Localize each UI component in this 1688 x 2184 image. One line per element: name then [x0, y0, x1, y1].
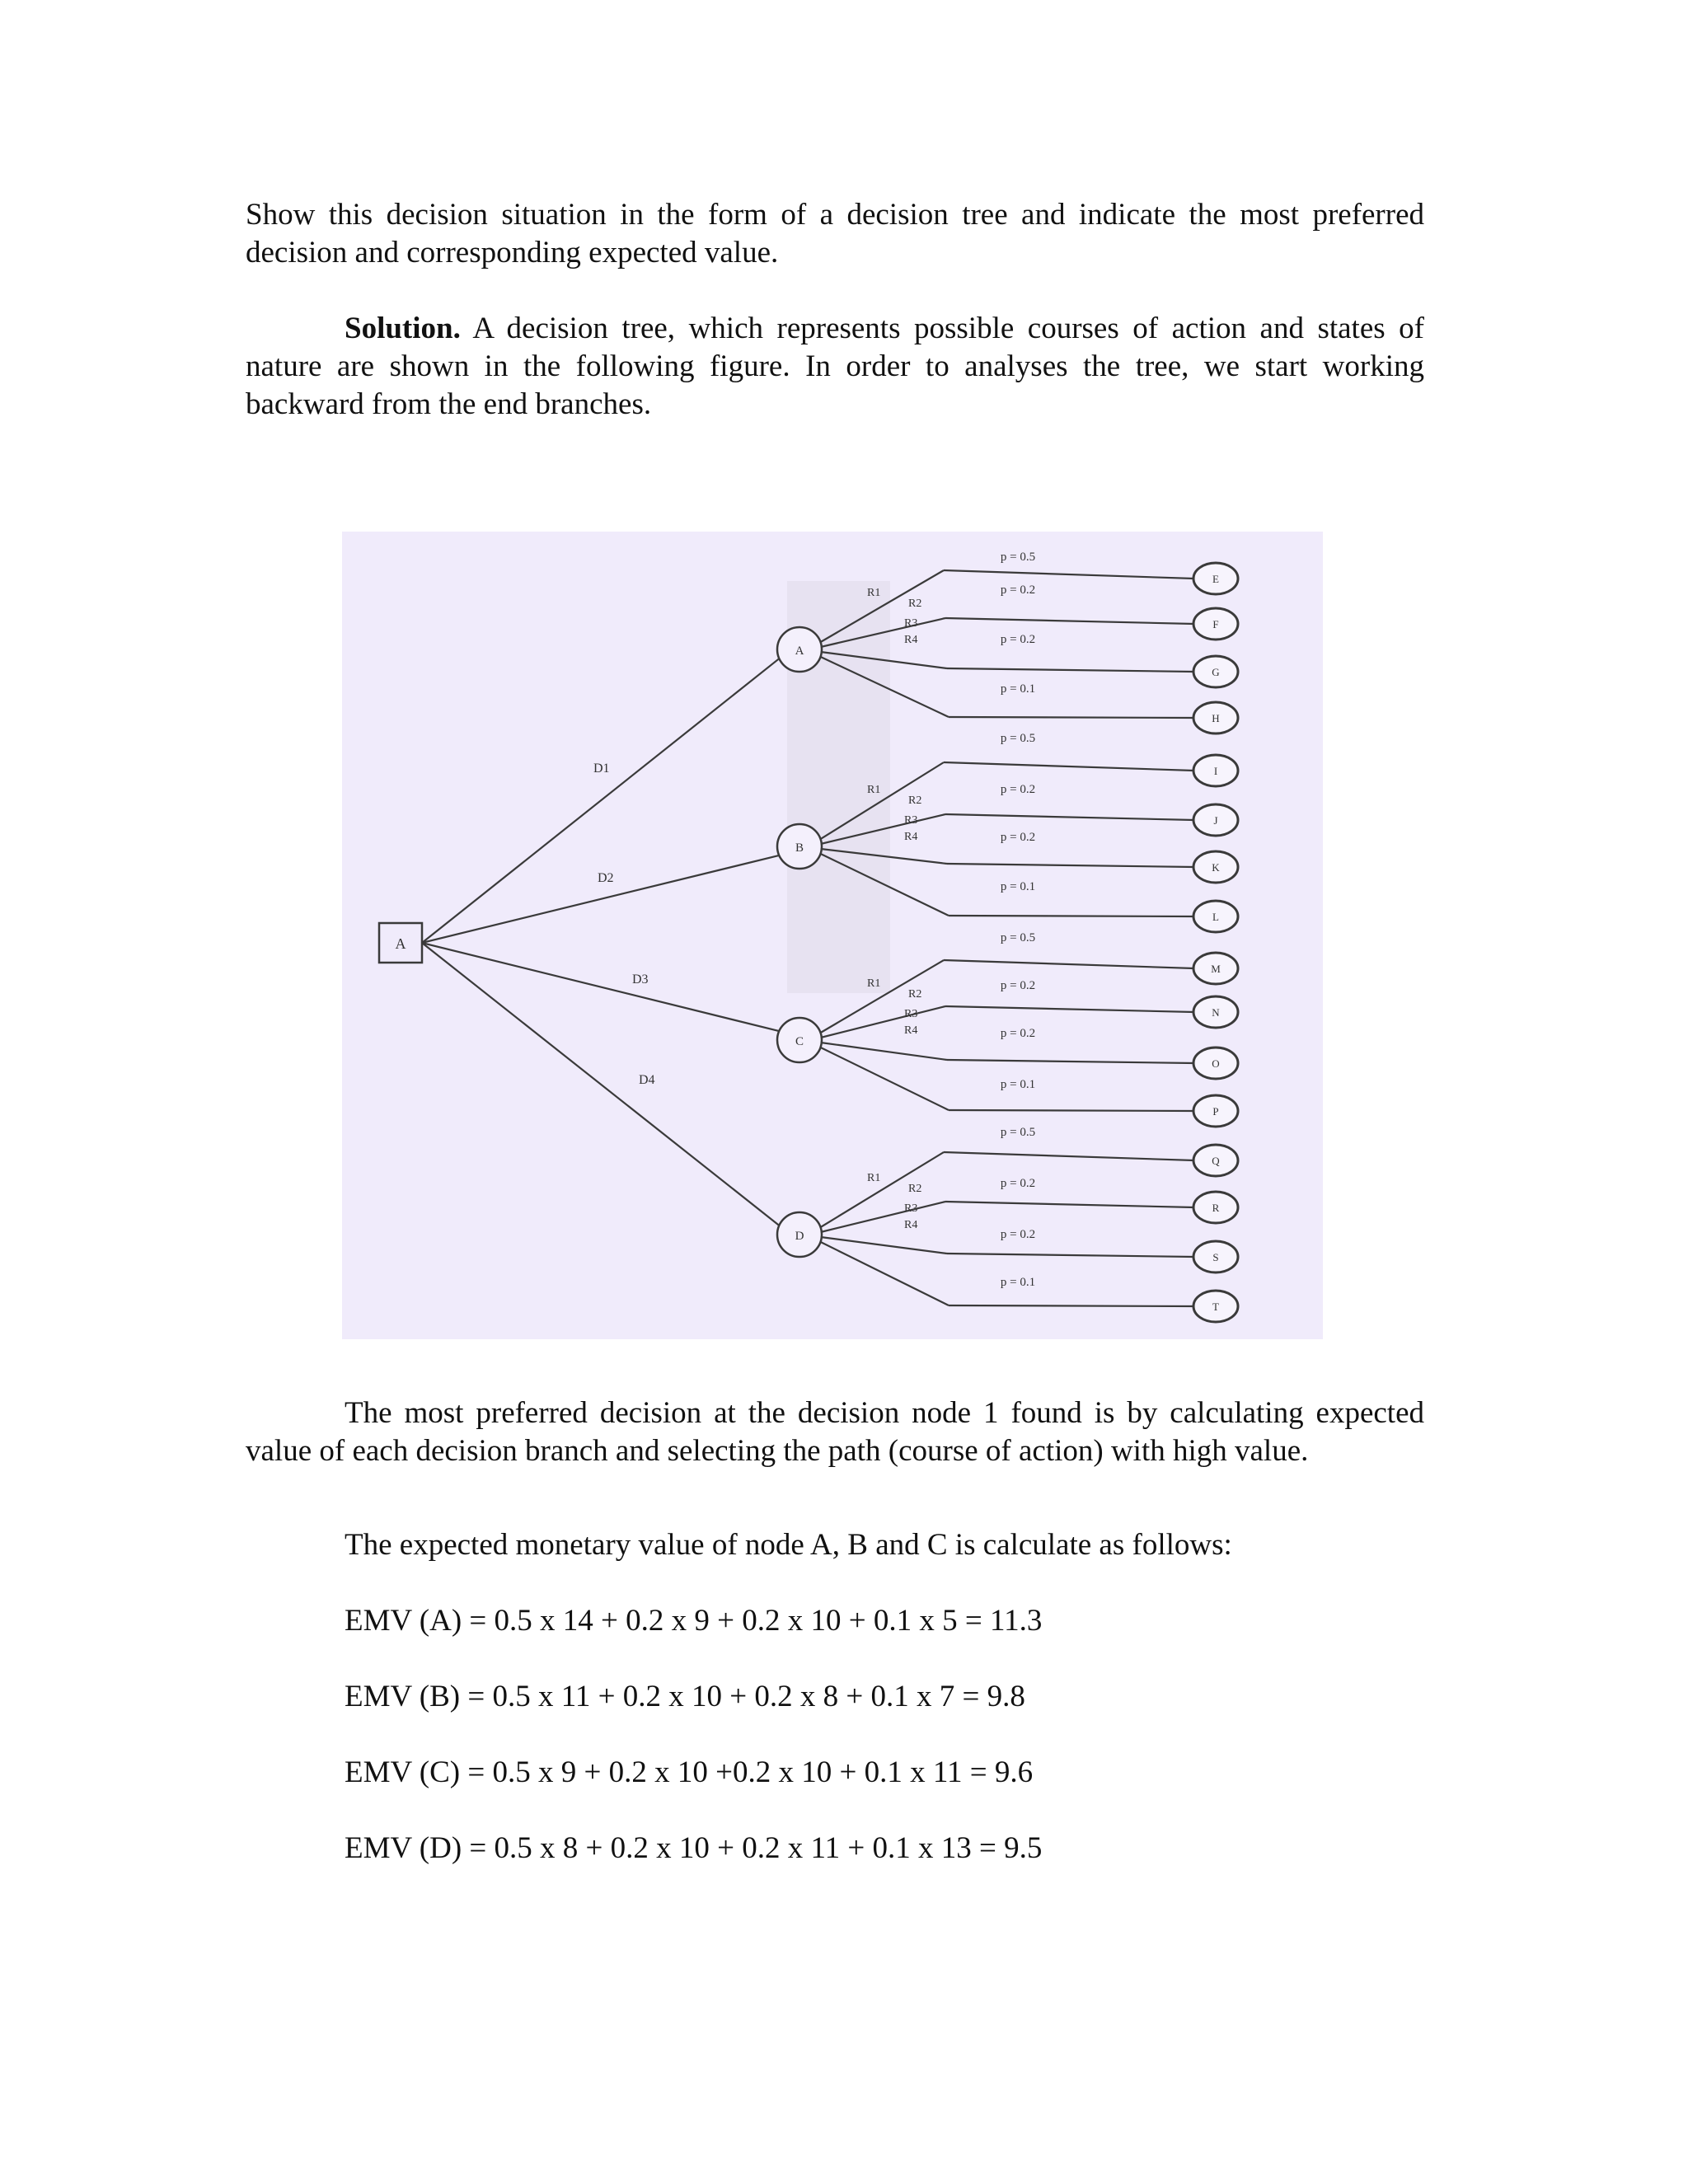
probability-label-D-1: p = 0.5 — [1000, 1126, 1036, 1139]
outcome-branch-A-2 — [821, 618, 945, 647]
outcome-label-C-2: R2 — [908, 988, 922, 1001]
probability-label-D-2: p = 0.2 — [1000, 1177, 1036, 1190]
root-node-label: A — [395, 935, 406, 952]
outcome-branch-B-4 — [821, 854, 949, 916]
equation-emv-a: EMV (A) = 0.5 x 14 + 0.2 x 9 + 0.2 x 10 + 0.1 x 5 = 11.3 — [345, 1604, 1043, 1638]
probability-label-A-3: p = 0.2 — [1000, 633, 1036, 646]
probability-label-A-2: p = 0.2 — [1000, 583, 1036, 597]
outcome-label-B-3: R3 — [904, 814, 918, 827]
outcome-branch-B-1 — [821, 762, 944, 839]
terminal-label-N: N — [1212, 1006, 1220, 1019]
decision-branch-4 — [422, 943, 780, 1226]
decision-branch-3 — [422, 943, 780, 1031]
outcome-label-B-4: R4 — [904, 831, 918, 843]
probability-label-B-4: p = 0.1 — [1000, 880, 1036, 893]
solution-heading: Solution. — [345, 312, 461, 345]
outcome-label-A-3: R3 — [904, 617, 918, 630]
outcome-label-D-2: R2 — [908, 1183, 922, 1195]
outcome-label-C-3: R3 — [904, 1008, 918, 1020]
probability-label-D-4: p = 0.1 — [1000, 1276, 1036, 1289]
outcome-line-B-2 — [945, 814, 1194, 820]
outcome-branch-A-1 — [821, 570, 944, 642]
outcome-label-B-2: R2 — [908, 794, 922, 807]
probability-label-A-4: p = 0.1 — [1000, 682, 1036, 696]
probability-label-C-4: p = 0.1 — [1000, 1078, 1036, 1091]
probability-label-A-1: p = 0.5 — [1000, 551, 1036, 564]
decision-branch-1 — [422, 658, 780, 943]
terminal-label-O: O — [1212, 1057, 1220, 1070]
outcome-line-C-1 — [944, 960, 1194, 968]
terminal-label-H: H — [1212, 712, 1220, 724]
terminal-label-I: I — [1213, 765, 1218, 777]
probability-label-B-3: p = 0.2 — [1000, 831, 1036, 844]
outcome-label-D-1: R1 — [867, 1172, 881, 1184]
outcome-line-D-2 — [945, 1202, 1194, 1207]
terminal-label-R: R — [1212, 1202, 1220, 1214]
chance-node-label-A: A — [795, 644, 804, 658]
outcome-label-B-1: R1 — [867, 784, 881, 796]
outcome-line-A-4 — [949, 717, 1194, 718]
probability-label-B-1: p = 0.5 — [1000, 732, 1036, 745]
outcome-branch-B-2 — [821, 814, 945, 844]
outcome-branch-B-3 — [821, 849, 947, 864]
terminal-label-E: E — [1212, 573, 1219, 585]
terminal-label-S: S — [1212, 1251, 1219, 1263]
equation-emv-d: EMV (D) = 0.5 x 8 + 0.2 x 10 + 0.2 x 11 + 0.1 x 13 = 9.5 — [345, 1831, 1043, 1865]
chance-node-label-D: D — [795, 1230, 804, 1243]
terminal-label-M: M — [1211, 963, 1221, 975]
terminal-label-Q: Q — [1212, 1155, 1220, 1167]
outcome-line-D-1 — [944, 1152, 1194, 1160]
decision-tree-svg — [342, 532, 1323, 1339]
terminal-label-T: T — [1212, 1301, 1219, 1313]
outcome-line-B-3 — [947, 864, 1194, 867]
probability-label-C-3: p = 0.2 — [1000, 1027, 1036, 1040]
outcome-line-D-4 — [949, 1305, 1194, 1306]
decision-label-4: D4 — [639, 1073, 655, 1087]
solution-paragraph — [246, 310, 1424, 424]
emv-intro: The expected monetary value of node A, B and C is calculate as follows: — [345, 1528, 1232, 1562]
solution-text: A decision tree, which represents possible courses of action and states of nature are shown in the following figure. In order to analyses the tree, we start working backward from the end branches. — [246, 312, 1424, 421]
equation-emv-c: EMV (C) = 0.5 x 9 + 0.2 x 10 +0.2 x 10 + 0.1 x 11 = 9.6 — [345, 1755, 1034, 1789]
terminal-label-J: J — [1213, 814, 1218, 827]
conclusion-paragraph: The most preferred decision at the decision node 1 found is by calculating expected value of each decision branch and selecting the path (course of action) with high value. — [246, 1396, 1424, 1468]
terminal-label-F: F — [1212, 618, 1219, 630]
decision-label-1: D1 — [593, 762, 610, 776]
outcome-line-C-2 — [945, 1006, 1194, 1012]
outcome-label-A-2: R2 — [908, 598, 922, 610]
outcome-label-D-3: R3 — [904, 1202, 918, 1215]
probability-label-D-3: p = 0.2 — [1000, 1228, 1036, 1241]
outcome-label-C-4: R4 — [904, 1024, 918, 1037]
outcome-branch-D-2 — [821, 1202, 945, 1232]
equation-emv-b: EMV (B) = 0.5 x 11 + 0.2 x 10 + 0.2 x 8 + 0.1 x 7 = 9.8 — [345, 1680, 1025, 1713]
probability-label-C-2: p = 0.2 — [1000, 979, 1036, 992]
chance-node-label-C: C — [795, 1035, 804, 1048]
outcome-line-D-3 — [947, 1254, 1194, 1257]
outcome-branch-D-1 — [821, 1152, 944, 1227]
terminal-label-G: G — [1212, 666, 1220, 678]
probability-label-B-2: p = 0.2 — [1000, 783, 1036, 796]
outcome-label-D-4: R4 — [904, 1219, 918, 1231]
decision-tree-figure — [342, 532, 1323, 1339]
outcome-label-A-4: R4 — [904, 634, 918, 646]
outcome-line-A-3 — [947, 668, 1194, 672]
decision-label-2: D2 — [598, 871, 614, 885]
terminal-label-K: K — [1212, 861, 1220, 874]
terminal-label-L: L — [1212, 911, 1219, 923]
outcome-label-A-1: R1 — [867, 587, 881, 599]
outcome-line-C-4 — [949, 1110, 1194, 1111]
outcome-line-A-2 — [945, 618, 1194, 624]
decision-label-3: D3 — [632, 972, 649, 987]
terminal-label-P: P — [1212, 1105, 1219, 1118]
chance-node-label-B: B — [795, 841, 804, 855]
outcome-line-C-3 — [947, 1060, 1194, 1063]
outcome-line-A-1 — [944, 570, 1194, 579]
probability-label-C-1: p = 0.5 — [1000, 931, 1036, 944]
outcome-label-C-1: R1 — [867, 977, 881, 990]
intro-paragraph: Show this decision situation in the form of a decision tree and indicate the most preferred decision and corresponding expected value. — [246, 198, 1424, 269]
outcome-line-B-1 — [944, 762, 1194, 771]
